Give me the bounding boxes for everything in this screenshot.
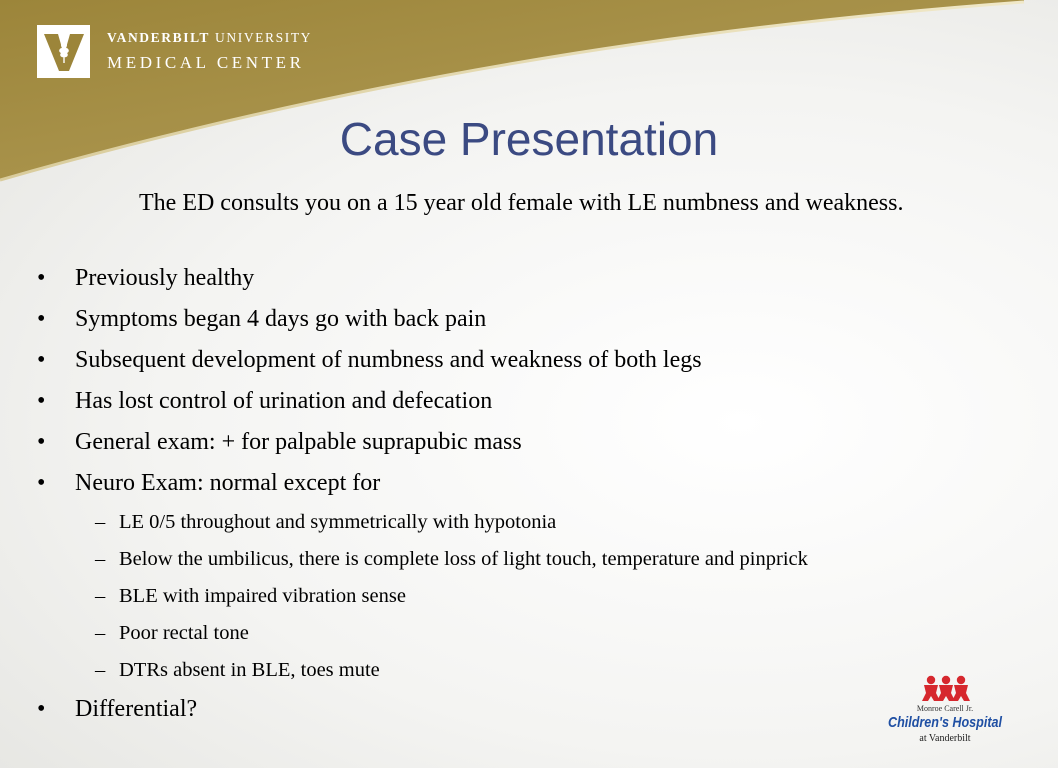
sub-bullet-item bbox=[75, 541, 997, 578]
intro-paragraph: The ED consults you on a 15 year old female with LE numbness and weakness. bbox=[139, 190, 904, 216]
institution-name bbox=[107, 30, 312, 46]
childrens-hospital-logo bbox=[886, 674, 1004, 750]
bullet-item bbox=[37, 463, 997, 689]
bullet-item bbox=[37, 381, 997, 422]
bullet-text: General exam: + for palpable suprapubic mass bbox=[75, 429, 522, 455]
sub-bullet-item bbox=[75, 615, 997, 652]
institution-name-rest: UNIVERSITY bbox=[215, 30, 313, 45]
bullet-marker: • bbox=[37, 306, 46, 332]
sub-bullet-text: Poor rectal tone bbox=[119, 622, 249, 644]
bullet-item bbox=[37, 299, 997, 340]
vanderbilt-logo bbox=[37, 25, 90, 78]
sub-bullet-text: DTRs absent in BLE, toes mute bbox=[119, 659, 380, 681]
bullet-item bbox=[37, 340, 997, 381]
vanderbilt-v-oak-leaf-icon bbox=[41, 29, 87, 75]
bullet-text: Differential? bbox=[75, 696, 198, 722]
sub-bullet-item bbox=[75, 578, 997, 615]
bullet-item bbox=[37, 258, 997, 299]
bullet-marker: • bbox=[37, 696, 46, 722]
logo-line3: at Vanderbilt bbox=[919, 733, 971, 744]
sub-bullet-text: Below the umbilicus, there is complete loss of light touch, temperature and pinprick bbox=[119, 548, 808, 570]
sub-bullet-marker: – bbox=[95, 548, 106, 570]
bullet-item bbox=[37, 422, 997, 463]
logo-line1: Monroe Carell Jr. bbox=[916, 704, 974, 713]
logo-name bbox=[888, 714, 1003, 731]
sub-bullet-item bbox=[75, 504, 997, 541]
logo-name-text: Children's Hospital bbox=[888, 714, 1003, 731]
bullet-marker: • bbox=[37, 429, 46, 455]
bullet-marker: • bbox=[37, 265, 46, 291]
bullet-list bbox=[37, 258, 997, 730]
sub-bullet-list bbox=[75, 504, 997, 689]
sub-bullet-item bbox=[75, 652, 997, 689]
sub-bullet-marker: – bbox=[95, 659, 106, 681]
sub-bullet-text: LE 0/5 throughout and symmetrically with hypotonia bbox=[119, 511, 557, 533]
bullet-text: Neuro Exam: normal except for bbox=[75, 470, 381, 496]
sub-bullet-marker: – bbox=[95, 622, 106, 644]
sub-bullet-marker: – bbox=[95, 585, 106, 607]
bullet-marker: • bbox=[37, 347, 46, 373]
sub-bullet-text: BLE with impaired vibration sense bbox=[119, 585, 406, 607]
bullet-marker: • bbox=[37, 388, 46, 414]
bullet-text: Symptoms began 4 days go with back pain bbox=[75, 306, 487, 332]
children-figures-icon bbox=[922, 676, 970, 701]
slide-title: Case Presentation bbox=[339, 113, 719, 165]
institution-name-bold: VANDERBILT bbox=[107, 30, 211, 45]
department-name: MEDICAL CENTER bbox=[107, 53, 305, 72]
sub-bullet-marker: – bbox=[95, 511, 106, 533]
bullet-text: Has lost control of urination and defecation bbox=[75, 388, 493, 414]
bullet-item bbox=[37, 689, 997, 730]
bullet-text: Subsequent development of numbness and weakness of both legs bbox=[75, 347, 702, 373]
bullet-text: Previously healthy bbox=[75, 265, 255, 291]
bullet-marker: • bbox=[37, 470, 46, 496]
